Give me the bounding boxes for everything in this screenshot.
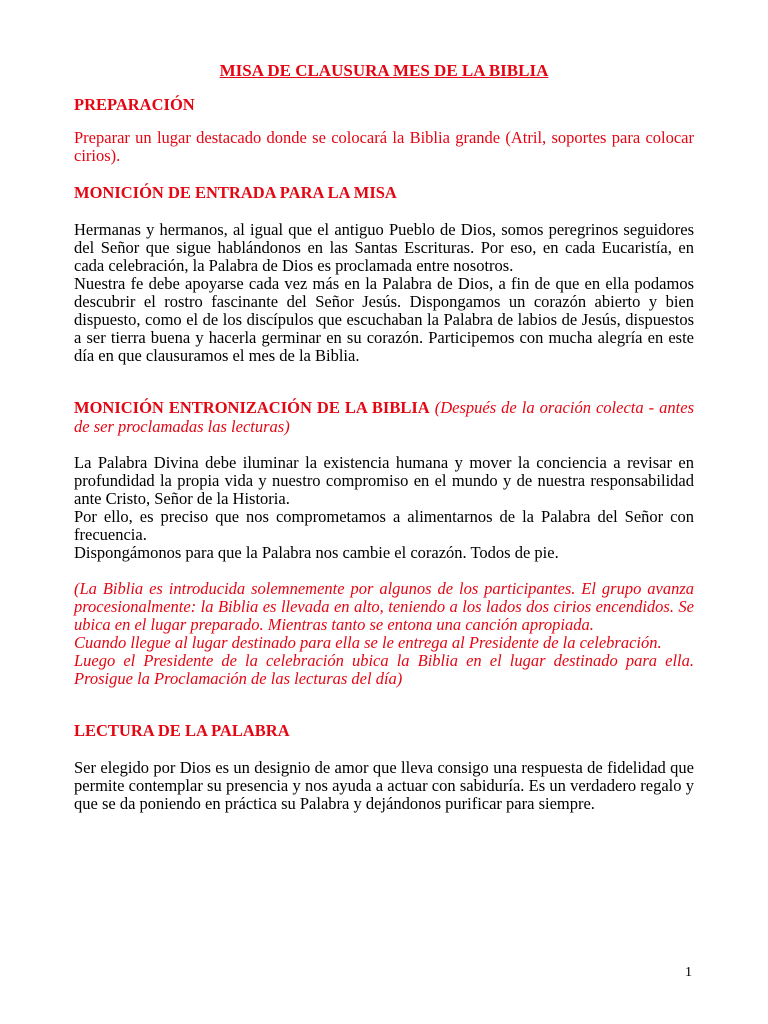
document-title: MISA DE CLAUSURA MES DE LA BIBLIA: [219, 61, 549, 80]
monicion-entrada-paragraph-1: Hermanas y hermanos, al igual que el antiguo Pueblo de Dios, somos peregrinos seguidores del Señor que sigue hablándonos en las Santas Escrituras. Por eso, en cada Eucaristía, en cada celebración, la Palabra de Dios es proclamada entre nosotros.: [74, 220, 694, 275]
heading-lectura: LECTURA DE LA PALABRA: [74, 721, 290, 740]
monicion-entronizacion-paragraph-1: La Palabra Divina debe iluminar la existencia humana y mover la conciencia a revisar en profundidad la propia vida y nuestro compromiso en el mundo y de nuestra responsabilidad ante Cristo, Señor de la Historia.: [74, 453, 694, 508]
heading-preparacion: PREPARACIÓN: [74, 95, 195, 114]
heading-monicion-entrada: MONICIÓN DE ENTRADA PARA LA MISA: [74, 183, 397, 202]
monicion-entronizacion-paragraph-3: Dispongámonos para que la Palabra nos cambie el corazón. Todos de pie.: [74, 543, 559, 562]
monicion-entronizacion-paragraph-2: Por ello, es preciso que nos comprometamos a alimentarnos de la Palabra del Señor con frecuencia.: [74, 507, 694, 544]
monicion-entrada-paragraph-2: Nuestra fe debe apoyarse cada vez más en la Palabra de Dios, a fin de que en ella podamos descubrir el rostro fascinante del Señor Jesús. Dispongamos un corazón abierto y bien dispuesto, como el de los discípulos que escuchaban la Palabra de labios de Jesús, dispuestos a ser tierra buena y hacerla germinar en su corazón. Participemos con mucha alegría en este día en que clausuramos el mes de la Biblia.: [74, 274, 694, 365]
rubric-3: Luego el Presidente de la celebración ubica la Biblia en el lugar destinado para ella. Prosigue la Proclamación de las lecturas del día): [74, 651, 694, 688]
document-page: [74, 60, 694, 813]
page-number: 1: [685, 965, 692, 980]
rubric-1: (La Biblia es introducida solemnemente por algunos de los participantes. El grupo avanza procesionalmente: la Biblia es llevada en alto, teniendo a los lados dos cirios encendidos. Se ubica en el lugar preparado. Mientras tanto se entona una canción apropiada.: [74, 579, 694, 634]
lectura-paragraph-1: Ser elegido por Dios es un designio de amor que lleva consigo una respuesta de fidelidad que permite contemplar su presencia y nos ayuda a actuar con sabiduría. Es un verdadero regalo y que se da poniendo en práctica su Palabra y dejándonos purificar para siempre.: [74, 758, 694, 813]
preparacion-text: Preparar un lugar destacado donde se colocará la Biblia grande (Atril, soportes para colocar cirios).: [74, 128, 694, 165]
rubric-2: Cuando llegue al lugar destinado para ella se le entrega al Presidente de la celebración.: [74, 633, 662, 652]
monicion-entronizacion-note: (Después de la oración colecta - antes de ser proclamadas las lecturas): [74, 398, 694, 436]
monicion-entronizacion-header: [74, 398, 694, 436]
heading-monicion-entronizacion: MONICIÓN ENTRONIZACIÓN DE LA BIBLIA: [74, 398, 430, 417]
